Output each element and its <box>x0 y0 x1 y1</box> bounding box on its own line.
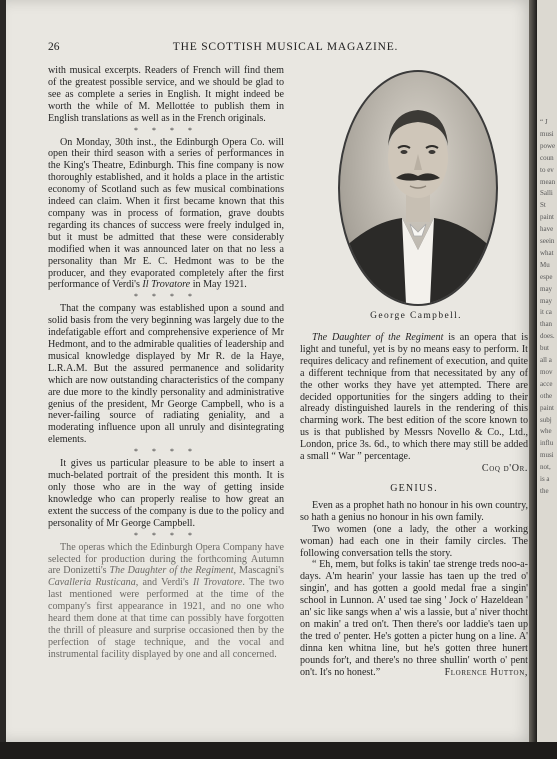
signature: Coq d'Or. <box>481 462 528 474</box>
section-divider: * * * * <box>134 530 198 540</box>
magazine-title: THE SCOTTISH MUSICAL MAGAZINE. <box>172 41 399 53</box>
paragraph: That the company was established upon a sound and solid basis from the very beginning was largely due to the indefatigable effort and comprehensive experience of Mr Hedmont, and to the admirable qualities of leadership and musical knowledge displayed by Mr R. de la Haye, L.R.A.M. But the assured permanence and solidarity which are now outstanding characteristics of the company are due more to the kindly personality and administrative genius of the president, Mr George Campbell, who is a never-failing source of radiating geniality, and a moderating influence upon all unruly and disintegrating elements. <box>48 303 284 446</box>
paragraph: with musical excerpts. Readers of French will find them of the greatest possible service, and we should be glad to see as complete a series in English. It might indeed be worth the while of M. Mellottée to publish them in English translations as well as in the French originals. <box>48 65 284 124</box>
section-divider: * * * * <box>134 447 198 457</box>
next-page-fragment: not, <box>540 463 551 472</box>
next-page-fragment: influ <box>540 439 554 448</box>
paragraph: It gives us particular pleasure to be able to insert a much-belated portrait of the president this month. It is only those who are in the way of getting inside knowledge who can properly realise to how great an extent the success of the company is due to the policy and personality of Mr George Campbell. <box>48 458 284 529</box>
next-page-fragment: it ca <box>540 308 552 317</box>
next-page-fragment: mov <box>540 367 553 376</box>
paragraph: Two women (one a lady, the other a working woman) had each one in their family circles. The following conversation tells the story. <box>300 523 528 559</box>
next-page-fragment: Salli <box>540 189 553 198</box>
next-page-fragment: coun <box>540 153 554 162</box>
scan-border <box>0 742 557 759</box>
next-page-fragment: may <box>540 296 553 305</box>
section-divider: * * * * <box>134 292 198 302</box>
next-page-fragment: what <box>540 248 554 257</box>
next-page-fragment: but <box>540 344 549 353</box>
next-page-fragment: paint <box>540 213 554 222</box>
next-page-fragment: acce <box>540 379 553 388</box>
next-page-fragment: have <box>540 225 554 234</box>
portrait-photo <box>338 70 498 306</box>
paragraph: The operas which the Edinburgh Opera Company have selected for production during the forthcoming Autumn are Donizetti's The Daughter of the Regiment, Mascagni's Cavalleria Rusticana, and Verdi's Il Trovatore. The two last mentioned were performed at the time of the company's first appearance in 1921, and no one who heard them done at that time can possibly have forgotten the thrill of pleasure and surprise occasioned then by the perfection of stage technique, and the vocal and instrumental facility displayed by one and all concerned. <box>48 541 284 660</box>
next-page-fragment: does. <box>540 332 555 341</box>
next-page-fragment: mean <box>540 177 556 186</box>
paragraph: “ Eh, mem, but folks is takin' tae strenge treds noo-a-days. A'm hearin' your lassie has taen up the tred o' singin', and has gotten a goold medal frae a singin' school in Lunnon. A' used tae sing ' Jock o' Hazeldean ' an' sic like sangs when a' wis a lassie, but a' niver thocht on makin' a tred on't. Then there's oor laddie's taen up the tred o' penter. He's gotten a picter hung on a line. A' dinna ken whitna line, but he's gotten three hunert pounds for't, and there's no three shullin' worth o' pent on't. It's no honest.” Florence Hutton, <box>300 559 528 678</box>
next-page-fragment: the <box>540 486 549 495</box>
next-page-fragment: St <box>540 201 546 210</box>
next-page-edge <box>537 0 557 742</box>
next-page-fragment: all a <box>540 356 552 364</box>
paragraph: On Monday, 30th inst., the Edinburgh Opera Co. will open their third season with a series of performances in the King's Theatre, Edinburgh. This fine company is now thoroughly established, and it holds a place in the artistic economy of Scotland such as few musical combinations indeed can claim. When it first became known that this company was in process of formation, grave doubts regarding its chances of success were freely indulged in, but it must be admitted that these were considerably modified when it was announced later on that no less a personality than Mr E. C. Hedmont was to be the producer, and they evaporated completely after the first performance of Verdi's Il Trovatore in May 1921. <box>48 136 284 291</box>
left-column <box>48 65 284 661</box>
portrait-image <box>340 72 496 304</box>
next-page-fragment: Mu <box>540 260 550 269</box>
running-header <box>48 41 523 55</box>
next-page-fragment: to ev <box>540 165 554 174</box>
signature: Florence Hutton, <box>444 666 528 678</box>
right-column <box>300 332 528 678</box>
next-page-fragment: whe <box>540 427 552 436</box>
next-page-fragment: paint <box>540 403 554 412</box>
paragraph: The Daughter of the Regiment is an opera that is light and tuneful, yet is by no means easy to perform. It requires delicacy and refinement of execution, and quite a different technique from that necessitated by any of the other works they have yet attempted. There are decided opportunities for the singers adding to their already distinguished laurels in the rendering of this charming work. The best edition of the score known to us is that published by Messrs Novello & Co., Ltd., London, price 3s. 6d., to which there may still be added a small “ War ” percentage. <box>300 332 528 463</box>
magazine-page <box>6 0 534 742</box>
page-number: 26 <box>48 41 60 53</box>
next-page-fragment: othe <box>540 391 553 400</box>
paragraph: Even as a prophet hath no honour in his own country, so hath a genius no honour in his own family. <box>300 499 528 523</box>
next-page-fragment: is a <box>540 475 550 483</box>
next-page-fragment: seein <box>540 237 555 245</box>
next-page-fragment: musi <box>540 129 554 138</box>
next-page-fragment: than <box>540 320 553 329</box>
section-divider: * * * * <box>134 125 198 135</box>
book-gutter <box>529 0 537 742</box>
next-page-fragment: espe <box>540 272 553 281</box>
next-page-fragment: “ J <box>540 118 548 126</box>
portrait-caption: George Campbell. <box>370 311 462 321</box>
next-page-fragment: subj <box>540 415 552 424</box>
next-page-fragment: musi <box>540 451 554 460</box>
next-page-fragment: may <box>540 284 553 293</box>
next-page-fragment: powe <box>540 141 556 150</box>
section-heading: GENIUS. <box>390 482 438 494</box>
